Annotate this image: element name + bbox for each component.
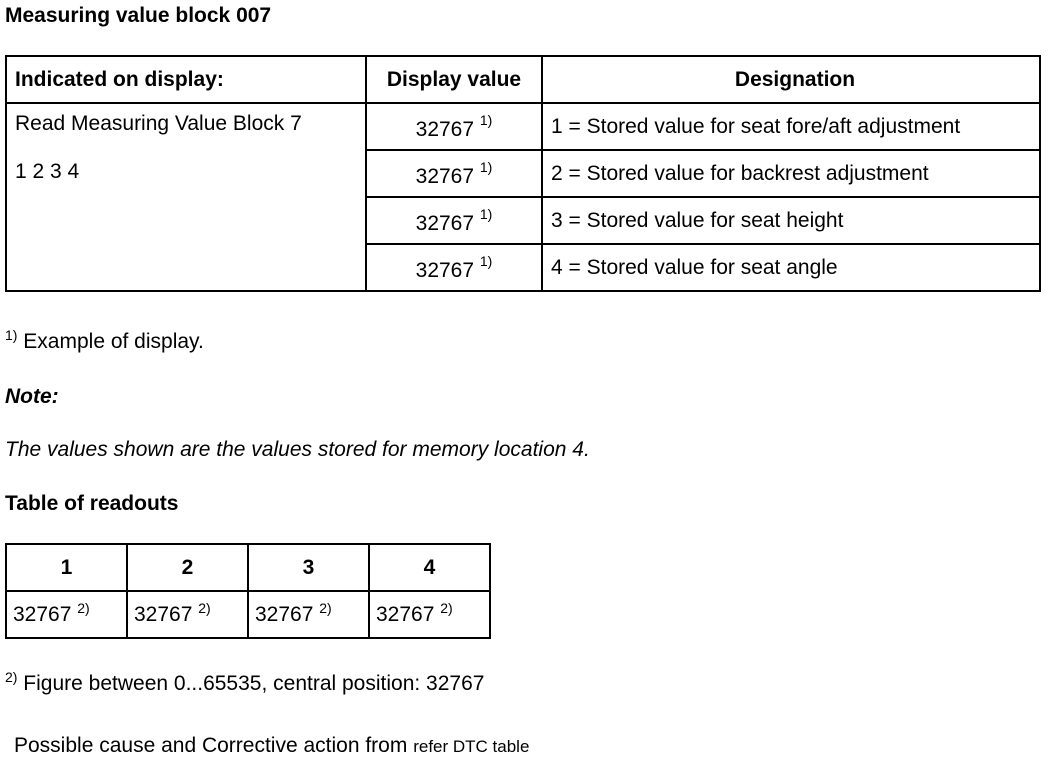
column-header-display-value: Display value [366, 56, 542, 103]
readouts-header: 2 [127, 544, 248, 591]
table-row [6, 103, 1040, 150]
table-header-row [6, 56, 1040, 103]
column-header-designation: Designation [542, 56, 1040, 103]
readout-value: 32767 [134, 602, 193, 626]
readouts-header: 3 [248, 544, 369, 591]
footnote-ref: 1) [479, 158, 493, 175]
dtc-table-link[interactable]: refer DTC table [413, 737, 530, 756]
footnote-ref: 1) [479, 111, 493, 128]
readouts-header-row [6, 544, 490, 591]
footnote-ref: 2) [319, 599, 332, 616]
display-value: 32767 [415, 258, 475, 282]
footnote-2 [5, 669, 485, 696]
footnote-ref: 2) [440, 599, 453, 616]
indicated-line-1: Read Measuring Value Block 7 [15, 112, 302, 135]
readouts-header: 4 [369, 544, 490, 591]
readout-value: 32767 [13, 602, 72, 626]
note-text: The values shown are the values stored for memory location 4. [5, 438, 590, 461]
note-label: Note: [5, 385, 59, 408]
footnote-ref: 2) [77, 599, 90, 616]
display-value: 32767 [415, 211, 475, 235]
footnote-mark: 2) [5, 669, 18, 685]
indicated-cell [6, 103, 366, 291]
readout-cell [6, 591, 127, 638]
display-value: 32767 [415, 117, 475, 141]
readout-cell [248, 591, 369, 638]
readout-cell [369, 591, 490, 638]
designation-cell: 4 = Stored value for seat angle [542, 244, 1040, 291]
indicated-line-2: 1 2 3 4 [15, 160, 80, 183]
display-value: 32767 [415, 164, 475, 188]
display-value-cell [366, 197, 542, 244]
designation-cell: 3 = Stored value for seat height [542, 197, 1040, 244]
footer-text: Possible cause and Corrective action from [14, 734, 408, 757]
display-value-cell [366, 244, 542, 291]
readout-cell [127, 591, 248, 638]
readouts-title: Table of readouts [5, 492, 179, 515]
readout-value: 32767 [376, 602, 435, 626]
footnote-ref: 1) [479, 205, 493, 222]
footnote-ref: 2) [198, 599, 211, 616]
readouts-header: 1 [6, 544, 127, 591]
designation-cell: 2 = Stored value for backrest adjustment [542, 150, 1040, 197]
readout-value: 32767 [255, 602, 314, 626]
readouts-table [5, 543, 491, 639]
display-value-cell [366, 150, 542, 197]
footnote-text: Figure between 0...65535, central position: 32767 [23, 672, 485, 695]
footer-line [14, 734, 529, 758]
footnote-ref: 1) [479, 252, 493, 269]
column-header-indicated: Indicated on display: [6, 56, 366, 103]
footnote-text: Example of display. [23, 330, 204, 353]
display-value-cell [366, 103, 542, 150]
footnote-1 [5, 327, 204, 354]
designation-cell: 1 = Stored value for seat fore/aft adjustment [542, 103, 1040, 150]
footnote-mark: 1) [5, 327, 18, 343]
readouts-value-row [6, 591, 490, 638]
page-title: Measuring value block 007 [5, 4, 272, 27]
measuring-value-table [5, 55, 1041, 292]
